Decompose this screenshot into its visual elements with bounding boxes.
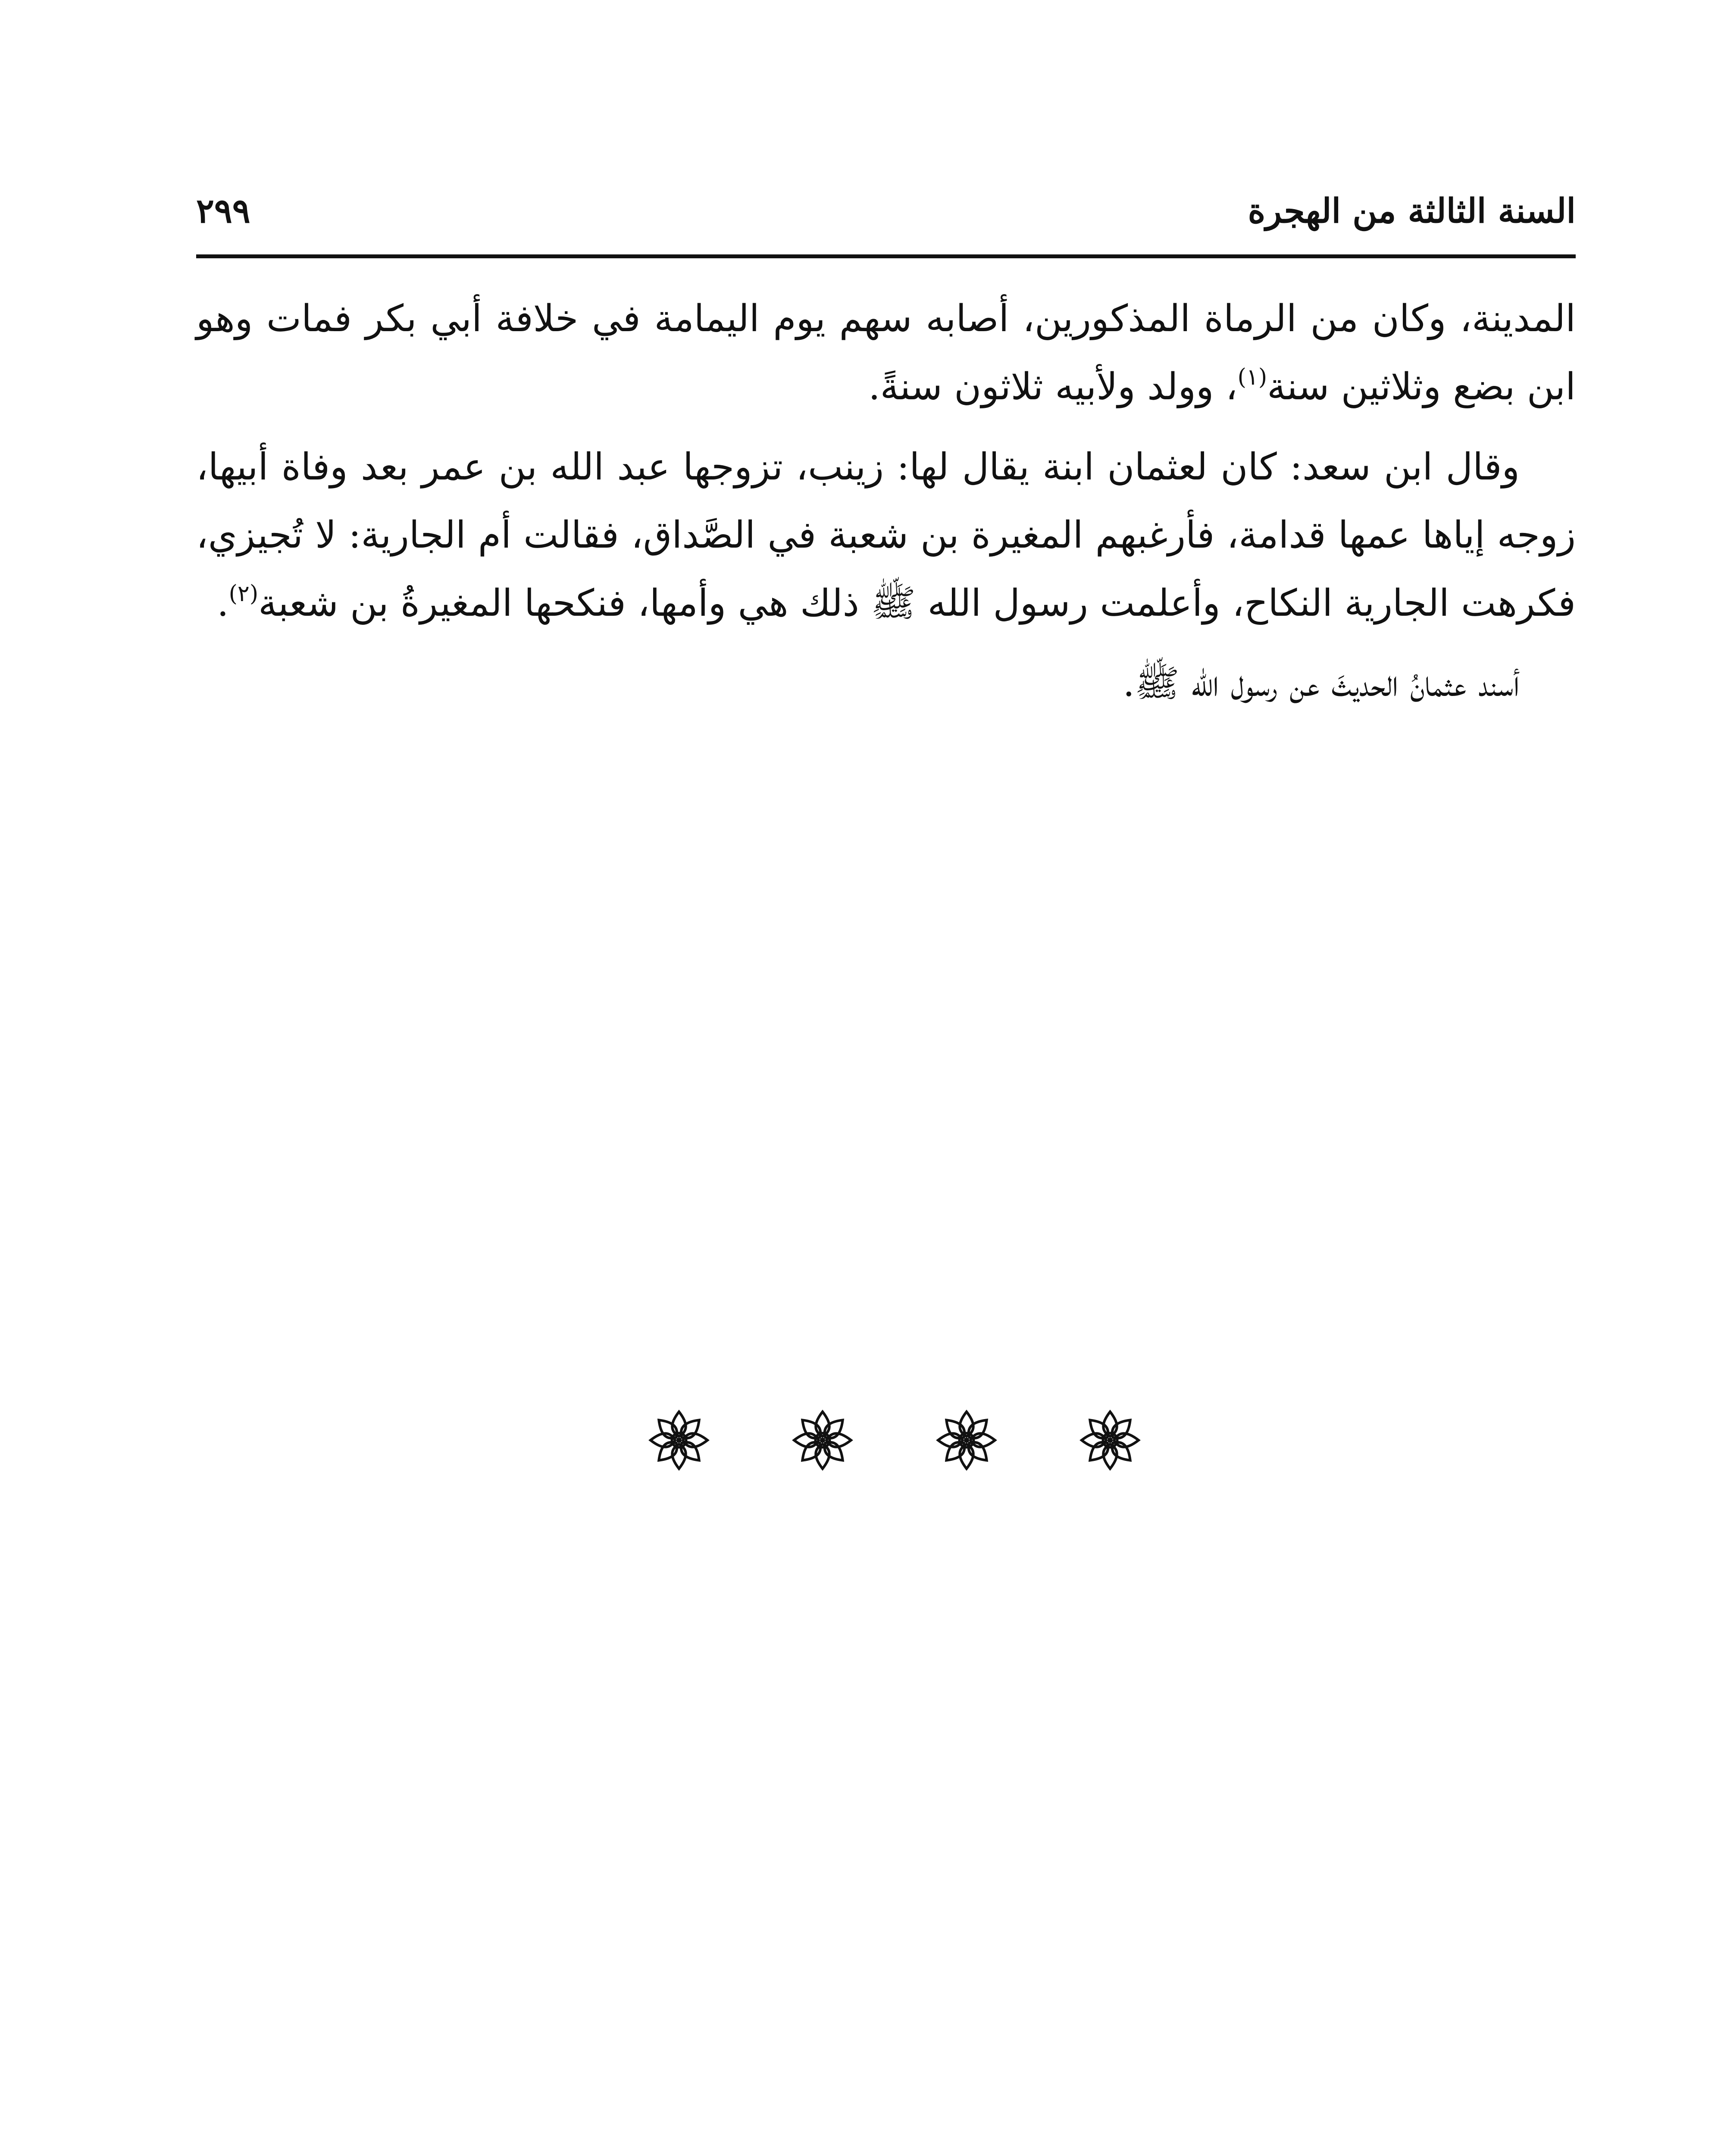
flower-ornament-icon <box>1078 1408 1142 1473</box>
flower-ornament-icon <box>647 1408 711 1473</box>
header-rule <box>196 254 1576 258</box>
section-ornaments <box>647 1397 1142 1483</box>
paragraph-1-tail: ، وولد ولأبيه ثلاثون سنةً. <box>868 365 1238 408</box>
paragraph-2-tail: . <box>217 582 229 625</box>
paragraph-3-text: أسند عثمانُ الحديثَ عن رسول الله ﷺ. <box>1123 662 1520 705</box>
page-number: ٢٩٩ <box>196 191 250 231</box>
running-title: السنة الثالثة من الهجرة <box>1248 191 1576 231</box>
flower-ornament-icon <box>790 1408 855 1473</box>
body-text <box>196 285 1576 718</box>
flower-ornament-icon <box>934 1408 999 1473</box>
footnote-ref-1: (١) <box>1237 364 1267 390</box>
paragraph-2 <box>196 433 1576 637</box>
paragraph-3 <box>196 649 1576 718</box>
paragraph-2-text: وقال ابن سعد: كان لعثمان ابنة يقال لها: زينب، تزوجها عبد الله بن عمر بعد وفاة أبيها، زوجه إياها عمها قدامة، فأرغبهم المغيرة بن شعبة في الصَّداق، فقالت أم الجارية: لا تُجيزي، فكرهت الجارية النكاح، وأعلمت رسول الله ﷺ ذلك هي وأمها، فنكحها المغيرةُ بن شعبة <box>196 445 1576 625</box>
paragraph-1-text: المدينة، وكان من الرماة المذكورين، أصابه سهم يوم اليمامة في خلافة أبي بكر فمات وهو ابن بضع وثلاثين سنة <box>196 297 1576 408</box>
paragraph-1 <box>196 285 1576 421</box>
page-header <box>196 181 1576 241</box>
footnote-ref-2: (٢) <box>228 581 259 607</box>
